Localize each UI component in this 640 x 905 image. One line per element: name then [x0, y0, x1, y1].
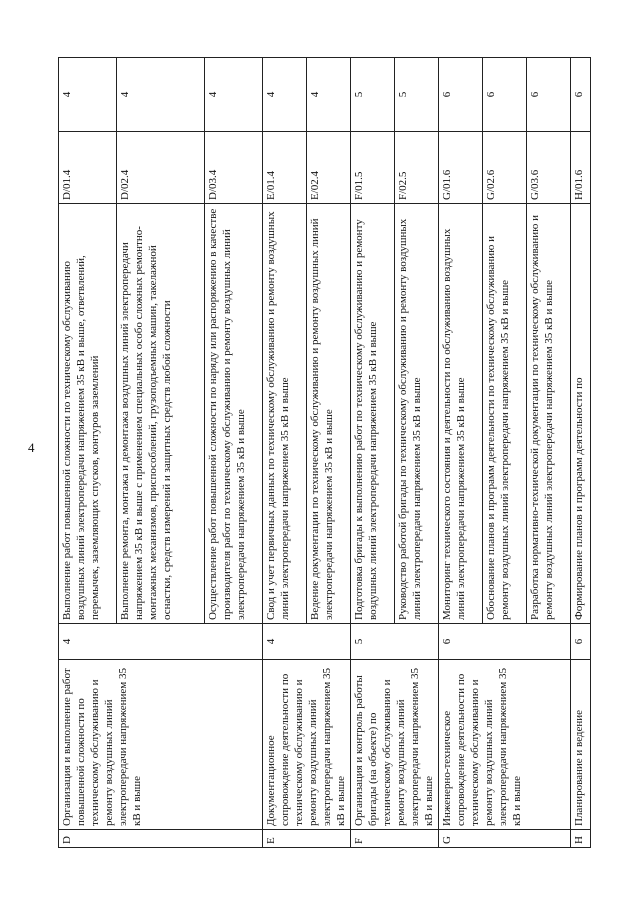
- subfunction-name: Разработка нормативно-технической документации по техническому обслуживанию и ремонту воздушных линий электропередачи напряжением 35 кВ и выше: [527, 204, 571, 624]
- rotated-table-container: [58, 58, 591, 848]
- function-name: Организация и выполнение работ повышенной сложности по техническому обслуживанию и ремонту воздушных линий электропередачи напряжением 35 кВ и выше: [59, 660, 263, 830]
- subfunction-name: Руководство работой бригады по техническому обслуживанию и ремонту воздушных линий электропередачи напряжением 35 кВ и выше: [395, 204, 439, 624]
- subfunction-code: G/02.6: [483, 132, 527, 204]
- subfunction-level: 4: [307, 58, 351, 132]
- functions-table: [58, 57, 591, 848]
- table-row: [571, 58, 591, 848]
- subfunction-level: 4: [205, 58, 263, 132]
- function-name: Документационное сопровождение деятельности по техническому обслуживанию и ремонту воздушных линий электропередачи напряжением 35 кВ и выше: [263, 660, 351, 830]
- qualification-level: 6: [571, 624, 591, 660]
- subfunction-level: 6: [439, 58, 483, 132]
- subfunction-name: Выполнение работ повышенной сложности по техническому обслуживанию воздушных линий электропередачи напряжением 35 кВ и выше, ответвлений, перемычек, заземляющих спусков, контуров заземлений: [59, 204, 117, 624]
- function-code: G: [439, 830, 571, 848]
- table-row: [351, 58, 395, 848]
- subfunction-name: Ведение документации по техническому обслуживанию и ремонту воздушных линий электропередачи напряжением 35 кВ и выше: [307, 204, 351, 624]
- subfunction-code: F/01.5: [351, 132, 395, 204]
- subfunction-level: 6: [483, 58, 527, 132]
- subfunction-name: Мониторинг технического состояния и деятельности по обслуживанию воздушных линий электропередачи напряжением 35 кВ и выше: [439, 204, 483, 624]
- subfunction-level: 4: [263, 58, 307, 132]
- qualification-level: 5: [351, 624, 439, 660]
- subfunction-level: 4: [59, 58, 117, 132]
- subfunction-code: H/01.6: [571, 132, 591, 204]
- qualification-level: 4: [59, 624, 263, 660]
- function-code: H: [571, 830, 591, 848]
- function-name: Планирование и ведение: [571, 660, 591, 830]
- function-name: Организация и контроль работы бригады (на объекте) по техническому обслуживанию и ремонту воздушных линий электропередачи напряжением 35 кВ и выше: [351, 660, 439, 830]
- subfunction-code: D/01.4: [59, 132, 117, 204]
- subfunction-name: Подготовка бригады к выполнению работ по техническому обслуживанию и ремонту воздушных линий электропередачи напряжением 35 кВ и выше: [351, 204, 395, 624]
- qualification-level: 6: [439, 624, 571, 660]
- subfunction-name: Выполнение ремонта, монтажа и демонтажа воздушных линий электропередачи напряжением 35 кВ и выше с применением специальных особо сложных ремонтно-монтажных механизмов, приспособлений, грузоподъемных машин, такелажной оснастки, средств измерений и защитных средств любой сложности: [117, 204, 205, 624]
- subfunction-level: 6: [527, 58, 571, 132]
- table-row: [59, 58, 117, 848]
- subfunction-code: E/02.4: [307, 132, 351, 204]
- subfunction-code: E/01.4: [263, 132, 307, 204]
- subfunction-level: 6: [571, 58, 591, 132]
- subfunction-level: 4: [117, 58, 205, 132]
- function-name: Инженерно-техническое сопровождение деятельности по техническому обслуживанию и ремонту воздушных линий электропередачи напряжением 35 кВ и выше: [439, 660, 571, 830]
- subfunction-name: Формирование планов и программ деятельности по: [571, 204, 591, 624]
- function-code: E: [263, 830, 351, 848]
- subfunction-code: G/03.6: [527, 132, 571, 204]
- subfunction-code: G/01.6: [439, 132, 483, 204]
- subfunction-level: 5: [351, 58, 395, 132]
- subfunction-name: Свод и учет первичных данных по техническому обслуживанию и ремонту воздушных линий электропередачи напряжением 35 кВ и выше: [263, 204, 307, 624]
- function-code: F: [351, 830, 439, 848]
- subfunction-code: F/02.5: [395, 132, 439, 204]
- subfunction-name: Осуществление работ повышенной сложности по наряду или распоряжению в качестве производителя работ по техническому обслуживанию и ремонту воздушных линий электропередачи напряжением 35 кВ и выше: [205, 204, 263, 624]
- subfunction-level: 5: [395, 58, 439, 132]
- table-row: [263, 58, 307, 848]
- table-row: [439, 58, 483, 848]
- subfunction-code: D/02.4: [117, 132, 205, 204]
- qualification-level: 4: [263, 624, 351, 660]
- page-number: 4: [28, 440, 35, 455]
- function-code: D: [59, 830, 263, 848]
- subfunction-code: D/03.4: [205, 132, 263, 204]
- subfunction-name: Обоснование планов и программ деятельности по техническому обслуживанию и ремонту воздушных линий электропередачи напряжением 35 кВ и выше: [483, 204, 527, 624]
